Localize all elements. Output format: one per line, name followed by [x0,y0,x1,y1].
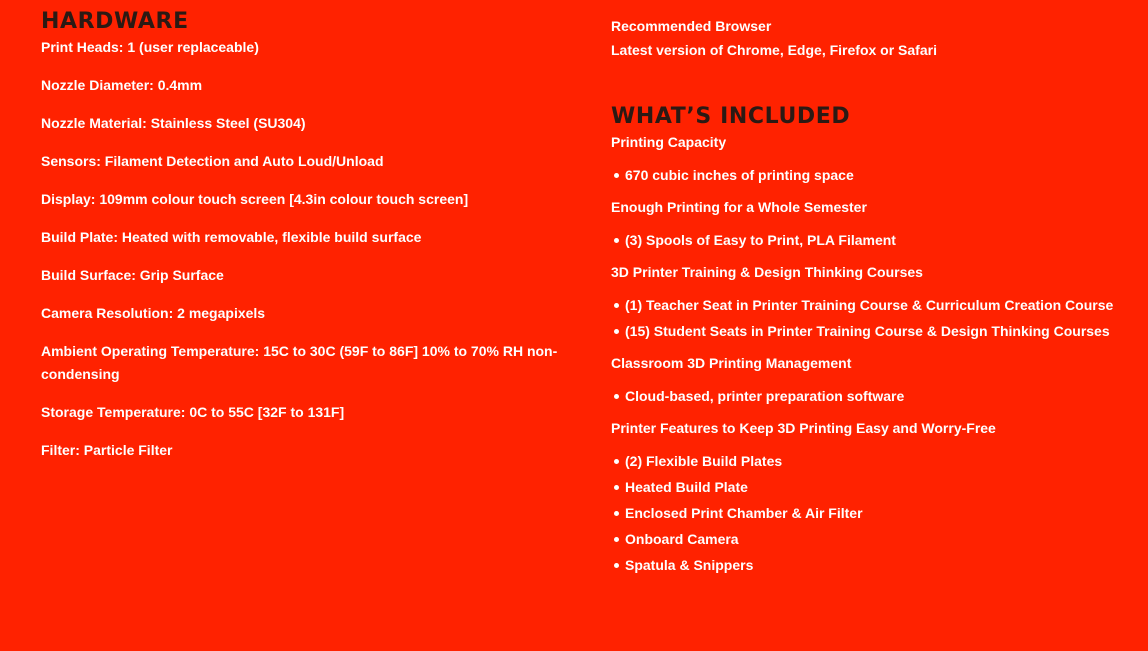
hardware-spec-list [41,36,561,462]
list-item-text: Enclosed Print Chamber & Air Filter [625,505,863,521]
spec-build-plate: Build Plate: Heated with removable, flexible build surface [41,229,422,245]
list-item [625,292,1131,318]
list-item [625,500,1131,526]
spec-build-surface: Build Surface: Grip Surface [41,267,224,283]
bullet-list [611,227,1131,253]
bullet-icon [614,511,619,516]
spec-sensors: Sensors: Filament Detection and Auto Loud/Unload [41,153,384,169]
list-item-text: 670 cubic inches of printing space [625,167,854,183]
list-item [625,318,1131,344]
spec-filter: Filter: Particle Filter [41,442,173,458]
bullet-icon [614,394,619,399]
included-group [611,196,1131,253]
bullet-icon [614,303,619,308]
group-heading-printing-capacity: Printing Capacity [611,134,727,150]
bullet-icon [614,485,619,490]
bullet-list [611,383,1131,409]
bullet-icon [614,459,619,464]
included-group [611,352,1131,409]
list-item-text: Heated Build Plate [625,479,748,495]
list-item-text: (1) Teacher Seat in Printer Training Course & Curriculum Creation Course [625,297,1114,313]
list-item-text: (2) Flexible Build Plates [625,453,783,469]
browser-section [611,14,1131,62]
bullet-list [611,162,1131,188]
bullet-icon [614,563,619,568]
list-item-text: Cloud-based, printer preparation software [625,388,905,404]
right-column [611,14,1131,586]
browser-heading: Recommended Browser [611,18,772,34]
group-heading-classroom-management: Classroom 3D Printing Management [611,355,852,371]
list-item-text: Onboard Camera [625,531,739,547]
list-item [625,552,1131,578]
bullet-icon [614,238,619,243]
included-group [611,131,1131,188]
browser-value: Latest version of Chrome, Edge, Firefox or Safari [611,42,937,58]
bullet-icon [614,537,619,542]
list-item [625,227,1131,253]
hardware-section [41,8,561,477]
bullet-list [611,292,1131,344]
list-item [625,448,1131,474]
list-item [625,474,1131,500]
spec-nozzle-diameter: Nozzle Diameter: 0.4mm [41,77,203,93]
spec-ambient-temperature: Ambient Operating Temperature: 15C to 30C (59F to 86F] 10% to 70% RH non-condensing [41,343,558,382]
group-heading-training-courses: 3D Printer Training & Design Thinking Courses [611,264,923,280]
group-heading-printer-features: Printer Features to Keep 3D Printing Easy and Worry-Free [611,420,996,436]
bullet-icon [614,173,619,178]
spec-display: Display: 109mm colour touch screen [4.3in colour touch screen] [41,191,469,207]
list-item [625,526,1131,552]
bullet-icon [614,329,619,334]
group-heading-semester: Enough Printing for a Whole Semester [611,199,867,215]
list-item-text: (15) Student Seats in Printer Training Course & Design Thinking Courses [625,323,1110,339]
hardware-title: HARDWARE [41,9,189,34]
included-group [611,261,1131,344]
bullet-list [611,448,1131,578]
spec-storage-temperature: Storage Temperature: 0C to 55C [32F to 131F] [41,404,345,420]
included-group [611,417,1131,578]
list-item [625,383,1131,409]
spec-print-heads: Print Heads: 1 (user replaceable) [41,39,259,55]
spec-camera-resolution: Camera Resolution: 2 megapixels [41,305,266,321]
spec-nozzle-material: Nozzle Material: Stainless Steel (SU304) [41,115,306,131]
list-item-text: Spatula & Snippers [625,557,754,573]
list-item-text: (3) Spools of Easy to Print, PLA Filament [625,232,896,248]
included-title: WHAT’S INCLUDED [611,104,851,129]
list-item [625,162,1131,188]
